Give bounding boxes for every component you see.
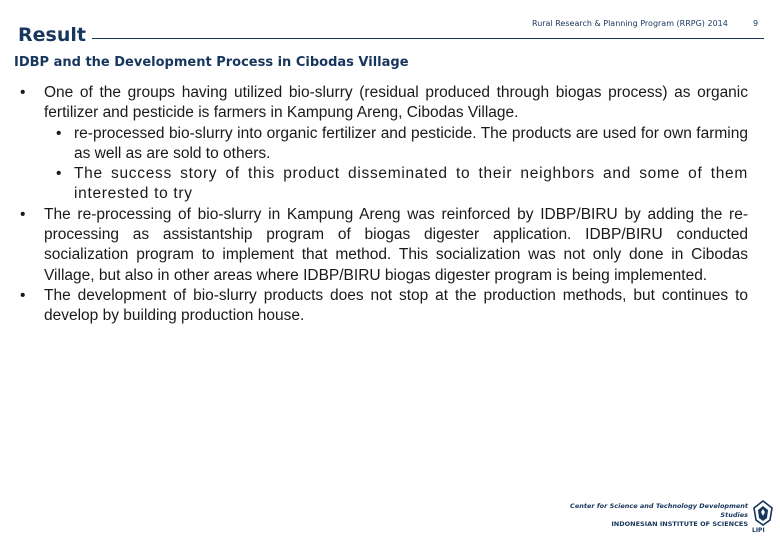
lipi-label: LIPI (752, 527, 765, 534)
slide-title: Result (18, 24, 86, 46)
section-subtitle: IDBP and the Development Process in Cibodas Village (14, 55, 409, 70)
program-label: Rural Research & Planning Program (RRPG) 2014 (532, 19, 728, 28)
org-line-1: Center for Science and Technology Development Studies (570, 502, 748, 519)
bullet-item: • The development of bio-slurry products does not stop at the production methods, but continues to develop by building production house. (20, 286, 748, 327)
bullet-item: • The re-processing of bio-slurry in Kampung Areng was reinforced by IDBP/BIRU by adding the re-processing as assistantship program of biogas digester application. IDBP/BIRU conducted socialization program to implement that method. This socialization was not only done in Cibodas Village, but also in other areas where IDBP/BIRU biogas digester program is being implemented. (20, 205, 748, 286)
sub-bullet-item: • re-processed bio-slurry into organic fertilizer and pesticide. The products are used for own farming as well as are sold to others. (20, 124, 748, 165)
page-number: 9 (753, 19, 759, 28)
footer-org-text (562, 502, 748, 529)
org-line-2: INDONESIAN INSTITUTE OF SCIENCES (611, 520, 748, 528)
lipi-emblem-icon (752, 500, 774, 526)
bullet-list (20, 83, 748, 327)
sub-bullet-item: • The success story of this product disseminated to their neighbors and some of them interested to try (20, 164, 748, 205)
bullet-item: • One of the groups having utilized bio-slurry (residual produced through biogas process) as organic fertilizer and pesticide is farmers in Kampung Areng, Cibodas Village. (20, 83, 748, 124)
title-rule (92, 38, 764, 39)
